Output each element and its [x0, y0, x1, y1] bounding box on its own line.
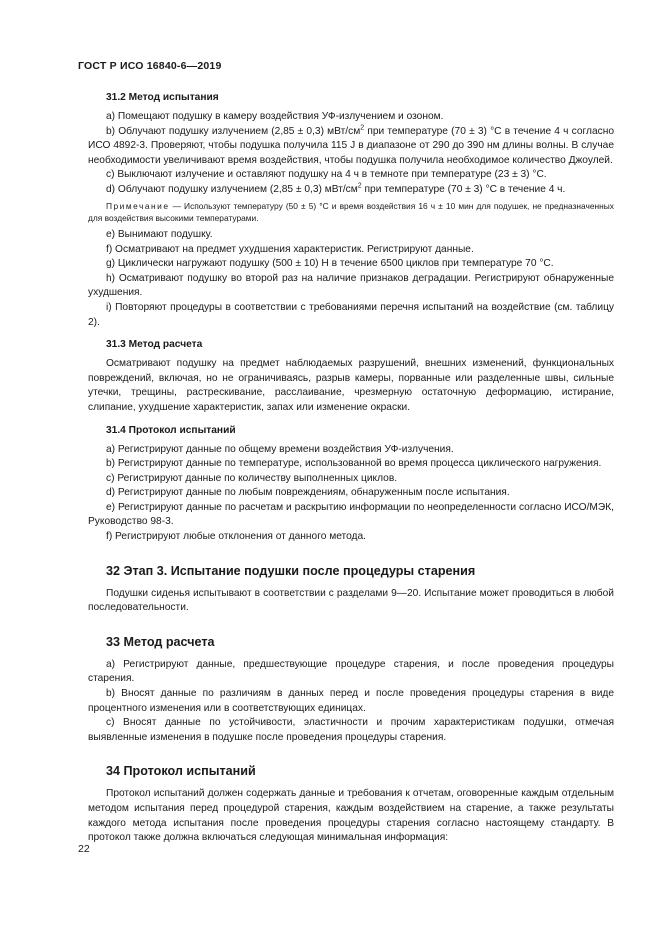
superscript-2: 2 [360, 124, 365, 132]
section-title-34: 34 Протокол испытаний [106, 764, 256, 779]
item-31-2-d-start: d) Облучают подушку излучением (2,85 ± 0,3) мВт/см [106, 183, 358, 195]
note-label: Примечание [106, 200, 170, 211]
item-31-4-e: е) Регистрируют данные по расчетам и раскрытию информации по неопределенности согласно ИСО/МЭК, Руководство 98-3. [88, 501, 614, 528]
page-content [88, 91, 614, 846]
section-title-33: 33 Метод расчета [106, 634, 215, 649]
item-31-4-b: b) Регистрируют данные по температуре, использованной во время процесса циклического нагружения. [106, 458, 602, 470]
item-31-2-d [88, 183, 614, 198]
item-31-4-a: а) Регистрируют данные по общему времени воздействия УФ-излучения. [106, 443, 454, 455]
note-31-2 [88, 200, 614, 224]
item-31-2-e: е) Вынимают подушку. [106, 228, 213, 240]
item-31-2-g: g) Циклически нагружают подушку (500 ± 10) Н в течение 6500 циклов при температуре 70 °С. [106, 258, 554, 270]
item-31-2-i: i) Повторяют процедуры в соответствии с требованиями перечня испытаний на воздействие (см. таблицу 2). [88, 301, 614, 328]
item-31-2-b-start: b) Облучают подушку излучением (2,85 ± 0,3) мВт/см [106, 125, 361, 137]
item-31-2-h: h) Осматривают подушку во второй раз на наличие признаков деградации. Регистрируют обнаруженные ухудшения. [88, 272, 614, 299]
page-number: 22 [78, 843, 90, 855]
item-31-4-d: d) Регистрируют данные по любым повреждениям, обнаруженным после испытания. [106, 487, 510, 499]
item-33-c: c) Вносят данные по устойчивости, эластичности и прочим характеристикам подушки, отмечая выявленные изменения в подушке после проведения процедуры старения. [88, 717, 614, 743]
item-31-2-b [88, 125, 614, 169]
paragraph-31-3: Осматривают подушку на предмет наблюдаемых разрушений, внешних изменений, функциональных повреждений, включая, но не ограничиваясь, разрыв камеры, порванные или разделенные швы, сильные утечки, трещины, растрескивание, расслаивание, чрезмерную остаточную деформацию, истирание, слипание, ухудшение характеристик, запах или изменение окраски. [88, 358, 614, 413]
document-header: ГОСТ Р ИСО 16840-6—2019 [78, 60, 222, 72]
item-31-2-c: c) Выключают излучение и оставляют подушку на 4 ч в темноте при температуре (23 ± 3) °С. [106, 169, 547, 181]
item-31-2-f: f) Осматривают на предмет ухудшения характеристик. Регистрируют данные. [106, 243, 474, 255]
subsection-title-31-3: 31.3 Метод расчета [106, 339, 203, 351]
item-31-2-b-end: при температуре (70 ± 3) °С в течение 4 ч согласно ИСО 4892-3. Проверяют, чтобы подушка получила 115 J в диапазоне от 290 до 390 нм длины волны. В случае необходимости увеличивают время воздействия, чтобы подушка получила необходимое количество Джоулей. [88, 125, 614, 166]
subsection-title-31-2: 31.2 Метод испытания [106, 92, 219, 103]
subsection-title-31-4: 31.4 Протокол испытаний [106, 424, 236, 436]
item-33-b: b) Вносят данные по различиям в данных перед и после проведения процедуры старения в виде процентного изменения или в соответствующих единицах. [88, 688, 614, 714]
item-31-2-d-end: при температуре (70 ± 3) °С в течение 4 ч. [361, 183, 566, 195]
paragraph-32: Подушки сиденья испытывают в соответствии с разделами 9—20. Испытание может проводиться в любой последовательности. [88, 587, 614, 614]
note-text: — Используют температуру (50 ± 5) °С и время воздействия 16 ч ± 10 мин для подушек, не предназначенных для воздействия высокими температурами. [88, 200, 614, 223]
item-33-a: а) Регистрируют данные, предшествующие процедуре старения, и после проведения процедуры старения. [88, 658, 614, 685]
item-31-4-f: f) Регистрируют любые отклонения от данного метода. [106, 531, 366, 543]
section-title-32: 32 Этап 3. Испытание подушки после процедуры старения [106, 563, 476, 578]
superscript-2: 2 [357, 182, 362, 190]
paragraph-34: Протокол испытаний должен содержать данные и требования к отчетам, оговоренные каждым отдельным методом испытания перед процедурой старения, каждым воздействием на старение, а также результаты каждого метода испытания после проведения процедуры старения согласно настоящему стандарту. В протокол также должна включаться следующая минимальная информация: [88, 788, 614, 844]
item-31-4-c: c) Регистрируют данные по количеству выполненных циклов. [106, 472, 398, 484]
item-31-2-a: а) Помещают подушку в камеру воздействия УФ-излучением и озоном. [106, 111, 444, 122]
